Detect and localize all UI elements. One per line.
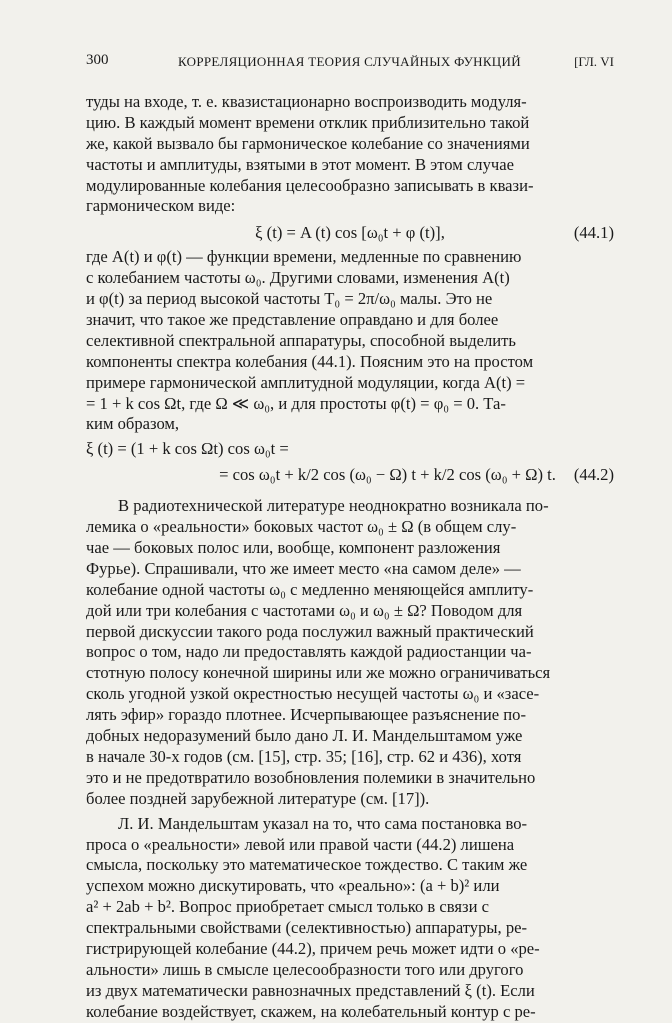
text-line: лять эфир» гораздо плотнее. Исчерпывающее разъяснение по- [86,705,526,725]
text-line: цию. В каждый момент времени отклик приблизительно такой [86,112,530,132]
text-line: смысла, поскольку это математическое тождество. С таким же [86,855,528,875]
chapter-label: [ГЛ. VI [574,54,614,69]
equation-number: (44.1) [573,223,614,243]
running-title: КОРРЕЛЯЦИОННАЯ ТЕОРИЯ СЛУЧАЙНЫХ ФУНКЦИЙ [178,54,521,69]
text-line: вопрос о том, надо ли предоставлять каждой радиостанции ча- [86,642,532,662]
text-line: примере гармонической амплитудной модуляции, когда A(t) = [86,372,526,392]
text-line: значит, что такое же представление оправдано и для более [86,310,499,330]
body-text [86,92,614,1023]
equation-body: = cos ω₀t + k/2 cos (ω₀ − Ω) t + k/2 cos (ω₀ + Ω) t. [219,465,556,485]
text-line: более поздней зарубежной литературе (см. [17]). [86,788,430,808]
text-line: ким образом, [86,414,180,434]
equation-number: (44.2) [573,465,614,485]
text-line: спектральными свойствами (селективностью) аппаратуры, ре- [86,918,528,938]
text-line: стотную полосу конечной ширины или же можно ограничиваться [86,663,551,683]
text-line: компоненты спектра колебания (44.1). Поясним это на простом [86,351,534,371]
equation-44-2-second-line [86,465,614,496]
equation-body: ξ (t) = A (t) cos [ω₀t + φ (t)], [255,223,445,243]
text-line: a² + 2ab + b². Вопрос приобретает смысл только в связи с [86,897,489,917]
equation-44-2-first-line: ξ (t) = (1 + k cos Ωt) cos ω₀t = [86,439,289,459]
text-line: из двух математически равнозначных представлений ξ (t). Если [86,980,535,1000]
text-line: добных недоразумений было дано Л. И. Мандельштамом уже [86,726,523,746]
text-line: это и не предотвратило возобновления полемики в значительно [86,767,536,787]
paragraph-start: В радиотехнической литературе неоднократно возникала по- [118,496,549,516]
text-line: с колебанием частоты ω₀. Другими словами, изменения A(t) [86,268,510,288]
text-line: = 1 + k cos Ωt, где Ω ≪ ω₀, и для простоты φ(t) = φ₀ = 0. Та- [86,393,506,413]
text-line: Фурье). Спрашивали, что же имеет место «на самом деле» — [86,558,521,578]
page-number: 300 [86,52,109,68]
text-line: гистрирующей колебание (44.2), причем речь может идти о «ре- [86,938,540,958]
text-line: туды на входе, т. е. квазистационарно воспроизводить модуля- [86,92,527,111]
text-line: колебание воздействует, скажем, на колебательный контур с ре- [86,1001,536,1021]
paragraph-start: Л. И. Мандельштам указал на то, что сама постановка во- [118,813,528,833]
text-line: лемика о «реальности» боковых частот ω₀ ± Ω (в общем слу- [86,517,517,537]
text-line: успехом можно дискутировать, что «реально»: (a + b)² или [86,876,500,896]
text-line: же, какой вызвало бы гармоническое колебание со значениями [86,133,530,153]
text-line: где A(t) и φ(t) — функции времени, медленные по сравнению [86,247,522,267]
text-line: чае — боковых полос или, вообще, компонент разложения [86,538,501,558]
page-header [86,52,614,74]
text-line: сколь угодной узкой окрестностью несущей частоты ω₀ и «засе- [86,684,540,704]
text-line: частоты и амплитуды, взятыми в этот момент. В этом случае [86,154,514,174]
text-line: селективной спектральной аппаратуры, способной выделить [86,330,516,350]
text-line: колебание одной частоты ω₀ с медленно меняющейся амплиту- [86,579,534,599]
text-line: первой дискуссии такого рода послужил важный практический [86,621,534,641]
text-line: проса о «реальности» левой или правой части (44.2) лишена [86,834,515,854]
text-line: гармоническом виде: [86,196,236,216]
text-line: модулированные колебания целесообразно записывать в квази- [86,175,534,195]
equation-44-1 [86,217,614,247]
text-line: и φ(t) за период высокой частоты T₀ = 2π/ω₀ малы. Это не [86,289,493,309]
text-line: в начале 30-х годов (см. [15], стр. 35; [16], стр. 62 и 436), хотя [86,746,522,766]
text-line: альности» лишь в смысле целесообразности того или другого [86,959,524,979]
text-line: дой или три колебания с частотами ω₀ и ω₀ ± Ω? Поводом для [86,600,523,620]
